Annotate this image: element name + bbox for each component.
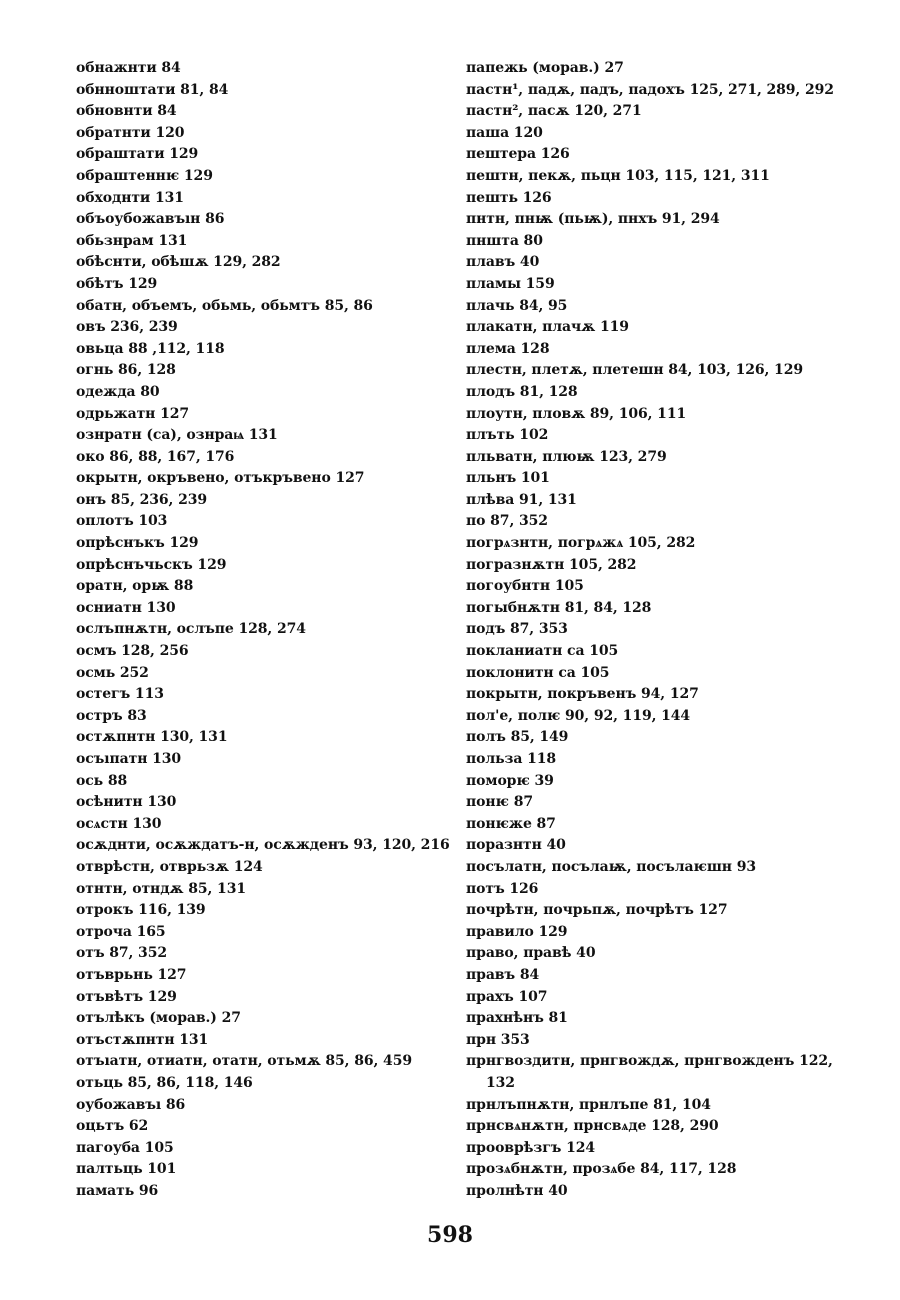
index-entry: остѫпнтн 130, 131: [76, 729, 228, 746]
index-entry: отълѣкъ (морав.) 27: [76, 1010, 241, 1027]
index-entry: понѥже 87: [466, 815, 556, 832]
index-entry: поклонитн са 105: [466, 664, 610, 681]
index-entry: палтьць 101: [76, 1161, 177, 1178]
index-entry: прахъ 107: [466, 988, 548, 1005]
index-entry: одрьжатн 127: [76, 405, 189, 422]
index-entry: отроча 165: [76, 923, 166, 940]
index-entry: отъврьнь 127: [76, 966, 187, 983]
index-entry: папежь (морав.) 27: [466, 60, 624, 76]
index-entry: пльнъ 101: [466, 470, 550, 487]
index-entry: плачь 84, 95: [466, 297, 568, 314]
index-entry: остегъ 113: [76, 686, 164, 703]
index-entry: понѥ 87: [466, 794, 533, 811]
index-entry: погразнѫтн 105, 282: [466, 556, 637, 573]
index-entry: пастн², пасѫ 120, 271: [466, 103, 642, 120]
index-entry: обраштеннѥ 129: [76, 167, 213, 184]
index-entry: осниатн 130: [76, 599, 176, 616]
index-entry: обнноштати 81, 84: [76, 81, 229, 98]
index-entry: отъвѣтъ 129: [76, 988, 177, 1005]
index-entry: отъстѫпнтн 131: [76, 1031, 209, 1048]
index-entry: посълатн, посълаѭ, посълаѥшн 93: [466, 858, 756, 875]
index-entry: окрытн, окръвено, отъкръвено 127: [76, 470, 365, 487]
index-entry: правило 129: [466, 923, 568, 940]
index-entry: пнтн, пнѭ (пьѭ), пнхъ 91, 294: [466, 211, 720, 228]
index-entry: погрѧзнтн, погрѧжѧ 105, 282: [466, 535, 696, 552]
index-entry: пролнѣтн 40: [466, 1182, 568, 1199]
index-entry: прнсвѧнѫтн, прнсвѧде 128, 290: [466, 1118, 719, 1135]
index-entry: погоубнтн 105: [466, 578, 584, 595]
index-entry: прозѧбнѫтн, прозѧбе 84, 117, 128: [466, 1161, 737, 1178]
index-entry: ослъпнѫтн, ослъпе 128, 274: [76, 621, 306, 638]
index-entry: правъ 84: [466, 966, 540, 983]
index-entry: плавъ 40: [466, 254, 540, 271]
index-entry: прн 353: [466, 1031, 530, 1048]
index-entry: прнлъпнѫтн, прнлъпе 81, 104: [466, 1096, 711, 1113]
index-column-right: [466, 58, 846, 1202]
index-entry: ось 88: [76, 772, 128, 789]
index-entry: осѫднти, осѫждатъ-н, осѫжденъ 93, 120, 216: [76, 837, 450, 854]
index-entry: пештн, пекѫ, пьцн 103, 115, 121, 311: [466, 167, 770, 184]
index-entry: отъıатн, отиатн, отатн, отьмѫ 85, 86, 459: [76, 1053, 412, 1070]
index-entry: отрокъ 116, 139: [76, 902, 206, 919]
index-entry: одежда 80: [76, 383, 160, 400]
index-entry: пештера 126: [466, 146, 570, 163]
index-entry: полъ 85, 149: [466, 729, 569, 746]
index-entry: плодъ 81, 128: [466, 383, 578, 400]
index-entry: опрѣснъкъ 129: [76, 535, 199, 552]
index-entry: осмь 252: [76, 664, 149, 681]
index-entry: прнгвоздитн, прнгвождѫ, прнгвожденъ 122,: [466, 1053, 833, 1070]
index-entry: око 86, 88, 167, 176: [76, 448, 235, 465]
index-entry: пешть 126: [466, 189, 552, 206]
index-entry: обѣтъ 129: [76, 275, 158, 292]
index-entry: осмъ 128, 256: [76, 643, 189, 660]
index-entry: объоубожавъıн 86: [76, 211, 225, 228]
index-entry: потъ 126: [466, 880, 539, 897]
index-entry: право, правѣ 40: [466, 945, 596, 962]
index-entry: оубожавъı 86: [76, 1096, 186, 1113]
index-entry: пастн¹, падѫ, падъ, падохъ 125, 271, 289, 292: [466, 81, 834, 98]
index-entry: пльватн, плюѭ 123, 279: [466, 448, 667, 465]
index-entry: обьзнрам 131: [76, 232, 188, 249]
index-entry: обновнти 84: [76, 103, 177, 120]
index-entry: обходнти 131: [76, 189, 184, 206]
index-entry: овъ 236, 239: [76, 319, 178, 336]
index-entry: паша 120: [466, 124, 543, 141]
index-entry: ознратн (са), ознраѩ 131: [76, 427, 278, 444]
index-entry: плакатн, плачѫ 119: [466, 319, 629, 336]
index-entry: остръ 83: [76, 707, 147, 724]
index-entry: прахнѣнъ 81: [466, 1010, 568, 1027]
index-entry: почрѣтн, почрьпѫ, почрѣтъ 127: [466, 902, 728, 919]
index-column-left: [76, 58, 448, 1202]
index-entry: поразнтн 40: [466, 837, 566, 854]
index-entry: покланиатн са 105: [466, 643, 619, 660]
index-entry: памать 96: [76, 1182, 159, 1199]
index-entry: осѣнитн 130: [76, 794, 177, 811]
index-entry: огнь 86, 128: [76, 362, 176, 379]
index-entry: покрытн, покръвенъ 94, 127: [466, 686, 699, 703]
index-entry: плоутн, пловѫ 89, 106, 111: [466, 405, 687, 422]
index-entry: польза 118: [466, 751, 557, 767]
index-entry: отврѣстн, отврьзѫ 124: [76, 858, 263, 875]
index-entry: обатн, объемъ, обьмь, обьмтъ 85, 86: [76, 297, 373, 314]
page-number: 598: [427, 1222, 473, 1248]
index-entry: плестн, плетѫ, плетешн 84, 103, 126, 129: [466, 362, 803, 379]
index-entry: подъ 87, 353: [466, 621, 568, 638]
index-entry: осѧстн 130: [76, 815, 162, 832]
index-entry: оратн, орѭ 88: [76, 578, 194, 595]
index-entry: оплотъ 103: [76, 513, 168, 530]
index-entry: погыбнѫтн 81, 84, 128: [466, 599, 652, 616]
index-entry: плъть 102: [466, 427, 549, 444]
index-entry: обраштати 129: [76, 146, 199, 163]
index-entry: 132: [486, 1074, 515, 1091]
index-entry: пагоуба 105: [76, 1139, 174, 1156]
index-entry: плѣва 91, 131: [466, 491, 577, 508]
index-entry: обратнти 120: [76, 124, 185, 141]
index-entry: плема 128: [466, 340, 550, 357]
index-entry: отьць 85, 86, 118, 146: [76, 1074, 253, 1091]
index-entry: отъ 87, 352: [76, 945, 167, 962]
index-entry: пол'е, полѥ 90, 92, 119, 144: [466, 707, 691, 724]
index-entry: овьца 88 ,112, 118: [76, 340, 225, 357]
index-entry: пншта 80: [466, 232, 543, 249]
index-entry: обѣснти, обѣшѫ 129, 282: [76, 254, 281, 271]
index-entry: осъıпатн 130: [76, 751, 182, 767]
index-entry: обнажнти 84: [76, 60, 181, 76]
index-entry: прооврѣзгъ 124: [466, 1139, 596, 1156]
index-entry: поморѥ 39: [466, 772, 554, 789]
index-entry: пламы 159: [466, 275, 555, 292]
index-entry: оцьтъ 62: [76, 1118, 149, 1135]
index-entry: по 87, 352: [466, 513, 548, 530]
index-entry: отнтн, отндѫ 85, 131: [76, 880, 246, 897]
index-entry: онъ 85, 236, 239: [76, 491, 208, 508]
index-entry: опрѣснъчьскъ 129: [76, 556, 227, 573]
